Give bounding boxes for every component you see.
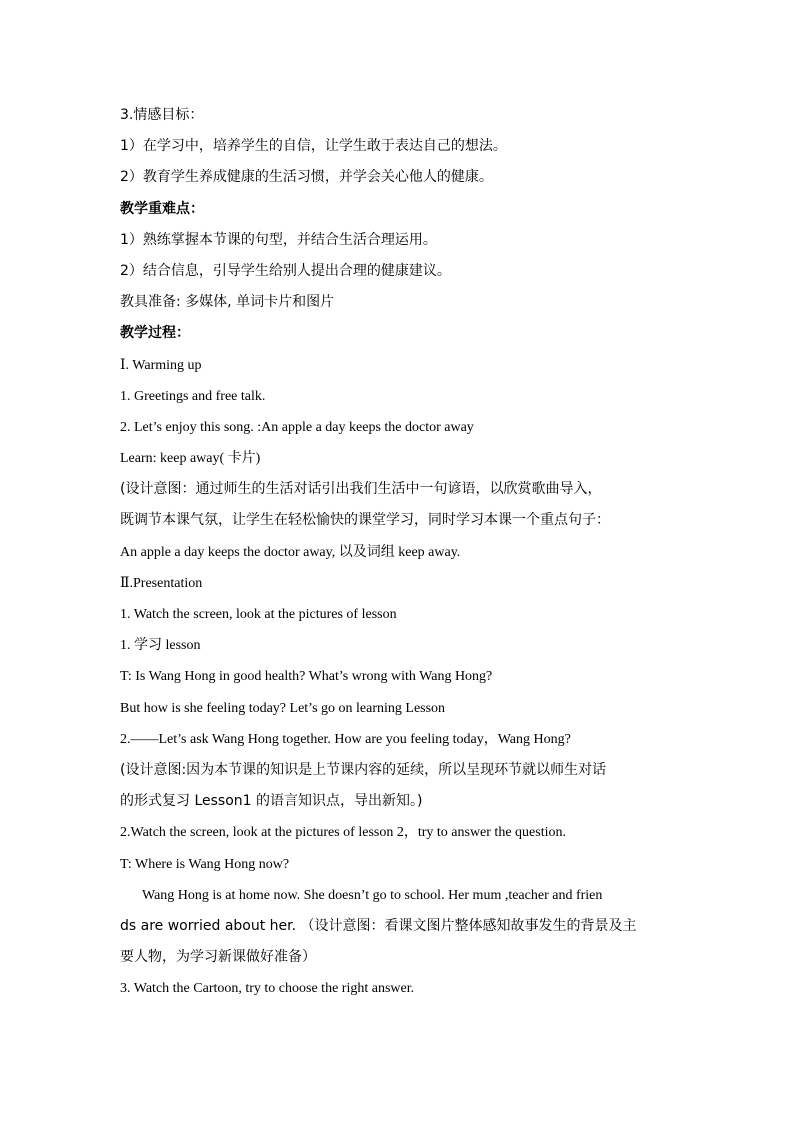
section-heading-key-points: 教学重难点：: [120, 200, 204, 217]
text-line: 2.——Let’s ask Wang Hong together. How are you feeling today，Wang Hong?: [120, 731, 571, 747]
text-line: 1. Watch the screen, look at the pictures of lesson: [120, 607, 397, 622]
section-heading-emotional-goals: 3.情感目标：: [120, 107, 204, 123]
text-line: 1. Greetings and free talk.: [120, 388, 266, 404]
text-line: But how is she feeling today? Let’s go on learning Lesson: [120, 700, 446, 716]
design-note-line: (设计意图：通过师生的生活对话引出我们生活中一句谚语，以欣赏歌曲导入，: [120, 481, 602, 498]
text-line: An apple a day keeps the doctor away, 以及词组 keep away.: [120, 544, 461, 560]
step-heading-warming-up: Ⅰ. Warming up: [120, 357, 202, 373]
text-line: Wang Hong is at home now. She doesn’t go to school. Her mum ,teacher and frien: [142, 887, 603, 903]
design-note-line: 既调节本课气氛，让学生在轻松愉快的课堂学习，同时学习本课一个重点句子：: [120, 512, 610, 529]
text-line: 2）教育学生养成健康的生活习惯，并学会关心他人的健康。: [120, 169, 493, 186]
step-heading-presentation: Ⅱ.Presentation: [120, 575, 203, 591]
text-line: 2. Let’s enjoy this song. :An apple a day keeps the doctor away: [120, 419, 474, 435]
text-line: T: Where is Wang Hong now?: [120, 856, 290, 872]
text-line: 要人物，为学习新课做好准备）: [120, 949, 316, 966]
text-line: ds are worried about her. （设计意图：看课文图片整体感知故事发生的背景及主: [120, 917, 637, 934]
section-heading-teaching-process: 教学过程：: [120, 325, 190, 342]
text-line: 2.Watch the screen, look at the pictures of lesson 2，try to answer the question.: [120, 825, 566, 841]
text-line: 3. Watch the Cartoon, try to choose the right answer.: [120, 981, 415, 997]
design-note-line: (设计意图:因为本节课的知识是上节课内容的延续，所以呈现环节就以师生对话: [120, 761, 607, 778]
document-body: [120, 100, 680, 1004]
teaching-aids-line: 教具准备: 多媒体, 单词卡片和图片: [120, 294, 335, 311]
text-line: T: Is Wang Hong in good health? What’s wrong with Wang Hong?: [120, 669, 493, 685]
design-note-line: 的形式复习 Lesson1 的语言知识点，导出新知。): [120, 793, 423, 810]
text-line: Learn: keep away( 卡片): [120, 451, 261, 467]
text-line: 2）结合信息，引导学生给别人提出合理的健康建议。: [120, 262, 451, 279]
text-line: 1. 学习 lesson: [120, 638, 201, 654]
text-line: 1）熟练掌握本节课的句型，并结合生活合理运用。: [120, 231, 437, 248]
text-line: 1）在学习中，培养学生的自信，让学生敢于表达自己的想法。: [120, 138, 507, 155]
